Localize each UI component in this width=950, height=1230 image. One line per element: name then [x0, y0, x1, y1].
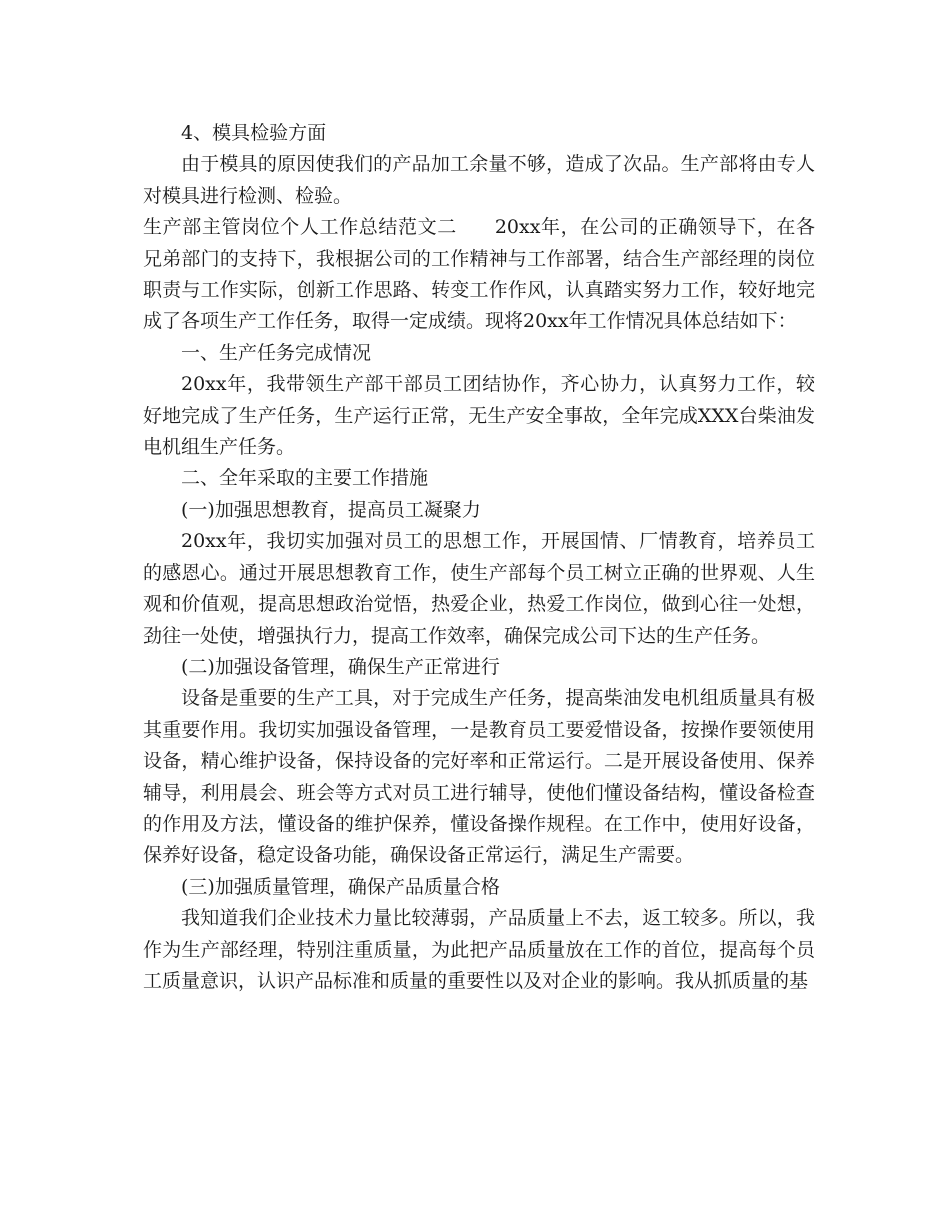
paragraph-quality-management: 我知道我们企业技术力量比较薄弱，产品质量上不去，返工较多。所以，我作为生产部经理，特别注重质量，为此把产品质量放在工作的首位，提高每个员工质量意识，认识产品标准和质量的重要性以及对企业的影响。我从抓质量的基: [143, 907, 815, 992]
sample-intro-text: 20xx年，在公司的正确领导下，在各兄弟部门的支持下，我根据公司的工作精神与工作部署，结合生产部经理的岗位职责与工作实际，创新工作思路、转变工作作风，认真踏实努力工作，较好地完成了各项生产工作任务，取得一定成绩。现将20xx年工作情况具体总结如下：: [143, 216, 815, 333]
paragraph-mold-inspection: 由于模具的原因使我们的产品加工余量不够，造成了次品。生产部将由专人对模具进行检测、检验。: [143, 153, 815, 207]
paragraph-second-sample-intro: [143, 212, 815, 338]
paragraph-ideological-education: 20xx年，我切实加强对员工的思想工作，开展国情、厂情教育，培养员工的感恩心。通过开展思想教育工作，使生产部每个员工树立正确的世界观、人生观和价值观，提高思想政治觉悟，热爱企业，热爱工作岗位，做到心往一处想，劲往一处使，增强执行力，提高工作效率，确保完成公司下达的生产任务。: [143, 530, 815, 647]
sample-title: 生产部主管岗位个人工作总结范文二: [143, 216, 457, 239]
subheading-quality-management: (三)加强质量管理，确保产品质量合格: [181, 875, 500, 898]
section-heading-task-completion: 一、生产任务完成情况: [181, 341, 372, 364]
document-body: [143, 118, 815, 997]
subheading-ideological-education: (一)加强思想教育，提高员工凝聚力: [181, 498, 481, 521]
section-heading-measures: 二、全年采取的主要工作措施: [181, 467, 429, 490]
paragraph-mold-inspection-heading: 4、模具检验方面: [181, 122, 327, 144]
paragraph-task-completion: 20xx年，我带领生产部干部员工团结协作，齐心协力，认真努力工作，较好地完成了生产任务，生产运行正常，无生产安全事故，全年完成XXX台柴油发电机组生产任务。: [143, 373, 815, 459]
subheading-equipment-management: (二)加强设备管理，确保生产正常进行: [181, 655, 500, 678]
paragraph-equipment-management: 设备是重要的生产工具，对于完成生产任务，提高柴油发电机组质量具有极其重要作用。我切实加强设备管理，一是教育员工要爱惜设备，按操作要领使用设备，精心维护设备，保持设备的完好率和正常运行。二是开展设备使用、保养辅导，利用晨会、班会等方式对员工进行辅导，使他们懂设备结构，懂设备检查的作用及方法，懂设备的维护保养，懂设备操作规程。在工作中，使用好设备，保养好设备，稳定设备功能，确保设备正常运行，满足生产需要。: [143, 687, 815, 867]
